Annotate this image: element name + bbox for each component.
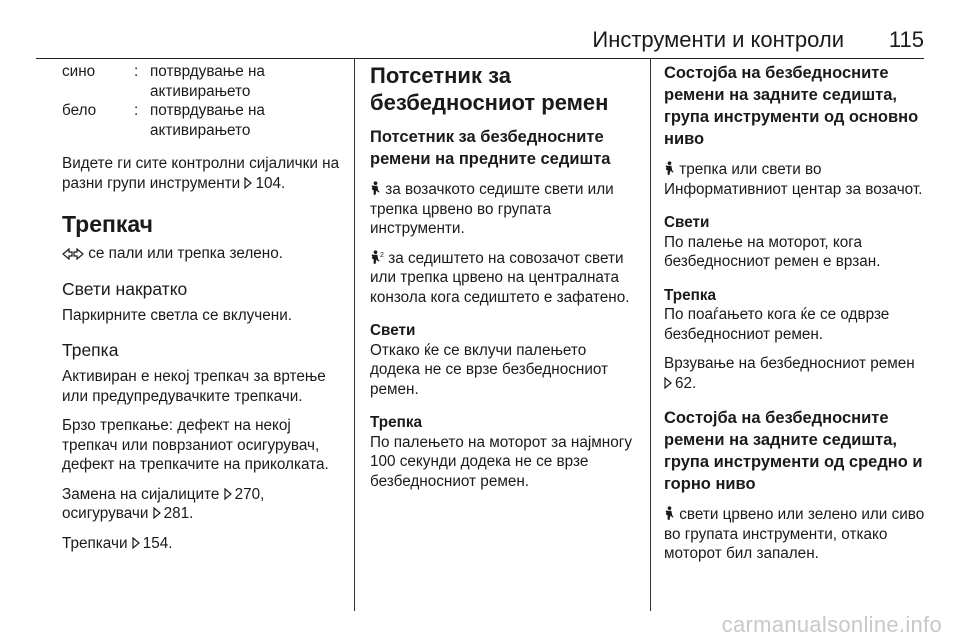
fasten-paragraph xyxy=(664,354,929,393)
watermark: carmanualsonline.info xyxy=(721,612,942,637)
basic-text: трепка или свети во Информативниот центар за возачот. xyxy=(664,161,923,198)
definition-colon: : xyxy=(134,102,139,119)
column-3 xyxy=(664,62,929,564)
basic-paragraph xyxy=(664,160,929,199)
flash-text: По палењето на моторот за најмногу 100 секунди додека не се врзе безбедносниот ремен. xyxy=(370,433,632,490)
svg-text:2: 2 xyxy=(380,251,384,259)
flash-text: По поаѓањето кога ќе се одврзе безбедносниот ремен. xyxy=(664,306,890,343)
heading-seatbelt-reminder: Потсетник за безбедносниот ремен xyxy=(370,63,609,115)
page-number: 115 xyxy=(888,27,924,52)
column-1 xyxy=(62,62,342,553)
fasten-text: Врзување на безбедносниот ремен xyxy=(664,355,915,372)
lights-text: По палење на моторот, кога безбедносниот ремен е врзан. xyxy=(664,233,881,270)
reference-triangle-icon xyxy=(244,177,252,189)
definition-desc: потврдување на активирањето xyxy=(150,102,265,139)
lights-text: Откако ќе се вклучи палењето додека не се врзе безбедносниот ремен. xyxy=(370,341,609,398)
definition-term: бело xyxy=(62,102,97,119)
definition-term: сино xyxy=(62,63,96,80)
reference-triangle-icon xyxy=(664,377,672,389)
mid-text: свети црвено или зелено или сиво во групата инструменти, откако моторот бил запален. xyxy=(664,506,925,562)
heading-lights: Свети xyxy=(664,214,710,231)
heading-flash: Трепка xyxy=(370,414,423,431)
column-divider xyxy=(354,59,355,611)
turn-signal-arrows-icon xyxy=(62,248,84,260)
definition-colon: : xyxy=(134,63,139,80)
turn-signals-paragraph xyxy=(62,534,342,554)
flashing-text: Активиран е некој трепкач за вртење или предупредувачките трепкачи. xyxy=(62,368,326,405)
passenger-seatbelt-paragraph xyxy=(370,249,635,308)
reference-triangle-icon xyxy=(132,537,140,549)
seatbelt-icon xyxy=(370,181,381,196)
heading-flashing: Трепка xyxy=(62,340,119,360)
driver-seatbelt-paragraph xyxy=(370,180,635,239)
replace-text: Замена на сијалиците xyxy=(62,485,220,503)
definition-desc: потврдување на активирањето xyxy=(150,63,265,100)
fasten-ref[interactable]: 62. xyxy=(675,374,697,392)
lights-on-text: Паркирните светла се вклучени. xyxy=(62,306,292,324)
see-all-ref[interactable]: 104. xyxy=(255,174,286,192)
see-all-text: Видете ги сите контролни сијалички на разни групи инструменти xyxy=(62,155,340,192)
page-header xyxy=(36,26,924,56)
seatbelt-icon xyxy=(664,161,675,176)
reference-triangle-icon xyxy=(224,488,232,500)
fast-flash-text: Брзо трепкање: дефект на некој трепкач или поврзаниот осигурувач, дефект на трепкачите на приколката. xyxy=(62,417,329,473)
column-2 xyxy=(370,62,635,491)
heading-rear-basic: Состојба на безбедносните ремени на задните седишта, група инструменти од основно ниво xyxy=(664,64,919,148)
replace-paragraph xyxy=(62,485,342,524)
fuses-ref[interactable]: 281. xyxy=(163,505,194,522)
heading-rear-mid: Состојба на безбедносните ремени на задните седишта, група инструменти од средно и горно ниво xyxy=(664,409,923,493)
turn-signals-text: Трепкачи xyxy=(62,534,128,552)
fuses-text: осигурувачи xyxy=(62,505,149,522)
trailer-text: се пали или трепка зелено. xyxy=(88,245,284,262)
see-all-paragraph xyxy=(62,154,342,193)
subheading-front-seats: Потсетник за безбедносните ремени на предните седишта xyxy=(370,128,611,168)
passenger-text: за седиштето на совозачот свети или трепка црвено на централната конзола кога седиштето е зафатено. xyxy=(370,249,630,306)
reference-triangle-icon xyxy=(153,507,161,519)
trailer-paragraph xyxy=(62,244,342,264)
heading-lights: Свети xyxy=(370,322,416,339)
column-divider xyxy=(650,59,651,611)
replace-ref[interactable]: 270, xyxy=(234,485,265,503)
definition-row xyxy=(62,62,342,101)
heading-lights-on: Свети накратко xyxy=(62,278,188,299)
header-rule xyxy=(36,58,924,59)
heading-flash: Трепка xyxy=(664,286,717,304)
turn-signals-ref[interactable]: 154. xyxy=(142,534,173,552)
definition-row xyxy=(62,101,342,140)
heading-trailer: Трепкач xyxy=(62,211,153,237)
seatbelt-icon xyxy=(664,506,675,521)
driver-text: за возачкото седиште свети или трепка црвено во групата инструменти. xyxy=(370,181,614,237)
mid-paragraph xyxy=(664,505,929,564)
seatbelt-2-icon xyxy=(370,250,384,265)
section-title: Инструменти и контроли xyxy=(592,27,844,52)
